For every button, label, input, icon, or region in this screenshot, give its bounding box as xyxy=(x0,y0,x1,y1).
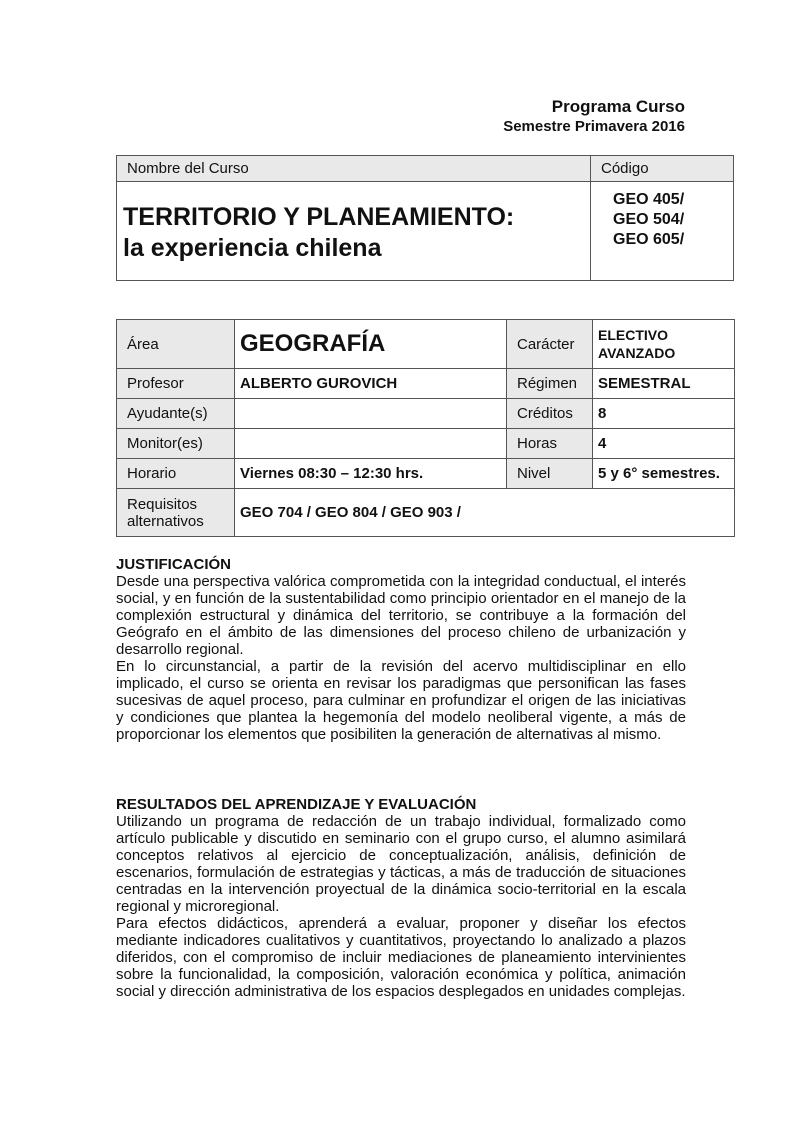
profesor-value: ALBERTO GUROVICH xyxy=(235,369,507,399)
table-row xyxy=(117,429,735,459)
table-row xyxy=(117,399,735,429)
table-row xyxy=(117,369,735,399)
caracter-value-line-2: AVANZADO xyxy=(598,345,676,361)
course-name-header: Nombre del Curso xyxy=(117,156,590,182)
course-code-header: Código xyxy=(591,156,733,182)
requisitos-label-line-2: alternativos xyxy=(127,512,204,530)
monitor-label: Monitor(es) xyxy=(117,429,235,459)
horario-value: Viernes 08:30 – 12:30 hrs. xyxy=(235,459,507,489)
table-row xyxy=(117,489,735,537)
course-codes xyxy=(613,190,684,250)
area-label: Área xyxy=(117,320,235,369)
course-info-table xyxy=(116,319,735,537)
creditos-value: 8 xyxy=(593,399,735,429)
caracter-label: Carácter xyxy=(507,320,593,369)
ayudante-label: Ayudante(s) xyxy=(117,399,235,429)
paragraph: Utilizando un programa de redacción de un trabajo individual, formalizado como artículo publicable y discutido en seminario con el grupo curso, el alumno asimilará conceptos relativos al ejercicio de conceptualización, análisis, definición de escenarios, formulación de estrategias y tácticas, a más de traducción de situaciones centradas en la intervención proyectual de la dinámica socio-territorial en la escala regional y microregional. xyxy=(116,813,686,915)
requisitos-label-line-1: Requisitos xyxy=(127,495,198,513)
caracter-value xyxy=(593,320,735,369)
paragraph: En lo circunstancial, a partir de la revisión del acervo multidisciplinar en ello implicado, el curso se orienta en revisar los paradigmas que personifican las fases sucesivas de aquel proceso, para culminar en profundizar el origen de las iniciativas y condiciones que plantea la hegemonía del modelo neoliberal vigente, a más de proporcionar los elementos que posibiliten la generación de alternativas al mismo. xyxy=(116,658,686,743)
nivel-label: Nivel xyxy=(507,459,593,489)
course-title xyxy=(123,202,514,264)
requisitos-label xyxy=(117,489,235,537)
course-code-cell xyxy=(591,156,733,280)
caracter-value-line-1: ELECTIVO xyxy=(598,327,669,343)
area-value: GEOGRAFÍA xyxy=(235,320,507,369)
ayudante-value xyxy=(235,399,507,429)
justificacion-section xyxy=(116,556,686,743)
document-title: Programa Curso xyxy=(551,97,685,116)
table-row xyxy=(117,459,735,489)
section-heading: RESULTADOS DEL APRENDIZAJE Y EVALUACIÓN xyxy=(116,796,477,813)
creditos-label: Créditos xyxy=(507,399,593,429)
regimen-value: SEMESTRAL xyxy=(593,369,735,399)
course-code: GEO 405/ xyxy=(613,191,685,208)
horas-value: 4 xyxy=(593,429,735,459)
horario-label: Horario xyxy=(117,459,235,489)
course-table xyxy=(116,155,734,281)
paragraph: Para efectos didácticos, aprenderá a evaluar, proponer y diseñar los efectos mediante indicadores cualitativos y cuantitativos, proyectando lo analizado a plazos diferidos, con el compromiso de incluir mediaciones de planeamiento intervinientes sobre la funcionalidad, la composición, valoración económica y política, animación social y dirección administrativa de los espacios desplegados en unidades complejas. xyxy=(116,915,686,1000)
course-title-line-2: la experiencia chilena xyxy=(123,234,382,262)
resultados-section xyxy=(116,796,686,1000)
course-title-line-1: TERRITORIO Y PLANEAMIENTO: xyxy=(123,203,515,231)
semester-label: Semestre Primavera 2016 xyxy=(503,118,685,135)
horas-label: Horas xyxy=(507,429,593,459)
monitor-value xyxy=(235,429,507,459)
requisitos-value: GEO 704 / GEO 804 / GEO 903 / xyxy=(235,489,735,537)
section-heading: JUSTIFICACIÓN xyxy=(116,556,232,573)
regimen-label: Régimen xyxy=(507,369,593,399)
table-row xyxy=(117,320,735,369)
course-code: GEO 504/ xyxy=(613,211,685,228)
course-name-cell xyxy=(117,156,591,280)
profesor-label: Profesor xyxy=(117,369,235,399)
nivel-value: 5 y 6° semestres. xyxy=(593,459,735,489)
paragraph: Desde una perspectiva valórica comprometida con la integridad conductual, el interés social, y en función de la sustentabilidad como principio orientador en el manejo de la complexión estructural y dinámica del territorio, se contribuye a la formación del Geógrafo en el ámbito de las dimensiones del proceso chileno de urbanización y desarrollo regional. xyxy=(116,573,686,658)
course-code: GEO 605/ xyxy=(613,231,685,248)
